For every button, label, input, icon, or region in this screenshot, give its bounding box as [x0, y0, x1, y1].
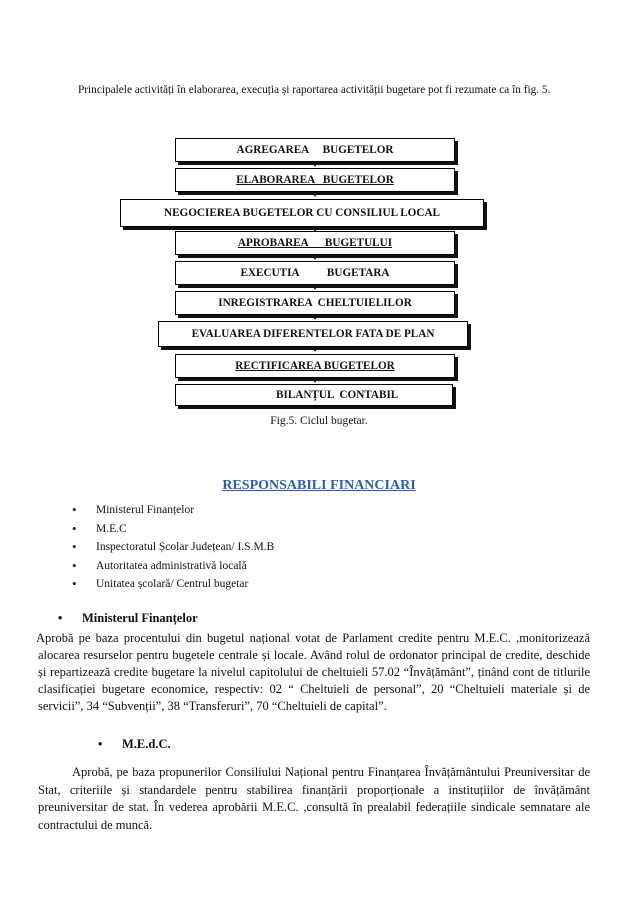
flow-box-label: EVALUAREA DIFERENTELOR FATA DE PLAN: [191, 328, 435, 340]
flow-arrow: [312, 315, 318, 320]
flow-box-label: ELABORAREA BUGETELOR: [236, 174, 394, 186]
section1-body: Aprobă pe baza procentului din bugetul național votat de Parlament credite pentru M.E.C. ,monitorizează alocarea resurselor pentru bugetele centrale și locale. Având rolul de ordonator principal de credite, deschide și repartizează credite bugetare la nivelul capitolului de cheltuieli 57.02 “Învățământ”, ținând cont de titlurile clasificației bugetare economice, respectiv: 02 “ Cheltuieli de personal”, 20 “Cheltuieli materiale și de servicii”, 34 “Subvenții”, 38 “Transferuri”, 70 “Cheltuieli de capital”.: [36, 631, 590, 713]
flow-box-aprobare: [175, 231, 455, 255]
list-item: • Ministerul Finanțelor: [70, 501, 274, 520]
flow-box-elaborare: [175, 168, 455, 192]
section2-title-text: M.E.d.C.: [122, 737, 171, 751]
intro-paragraph: [40, 80, 592, 100]
flow-arrow: [312, 192, 318, 197]
flow-box-label: INREGISTRAREA CHELTUIELILOR: [218, 297, 412, 309]
list-item: • Inspectoratul Școlar Județean/ I.S.M.B: [70, 538, 274, 557]
section2-title: • M.E.d.C.: [98, 737, 171, 751]
flow-box-negociere: [120, 199, 484, 227]
flow-box-label: EXECUTIA BUGETARA: [240, 267, 390, 279]
flow-box-label: APROBAREA BUGETULUI: [237, 237, 393, 249]
flow-arrow: [312, 347, 318, 352]
list-item: • Autoritatea administrativă locală: [70, 557, 274, 576]
list-item: • M.E.C: [70, 520, 274, 539]
flow-box-label: NEGOCIEREA BUGETELOR CU CONSILIUL LOCAL: [163, 207, 441, 219]
section1-title: • Ministerul Finanțelor: [58, 611, 198, 625]
flow-box-label: BILANȚUL CONTABIL: [276, 389, 399, 401]
flow-box-evaluare: [158, 321, 468, 347]
flow-box-label: AGREGAREA BUGETELOR: [236, 144, 394, 156]
flow-box-rectificare: [175, 354, 455, 378]
flow-box-bilant: [175, 384, 453, 406]
flow-box-executie: [175, 261, 455, 285]
flow-box-label: RECTIFICAREA BUGETELOR: [235, 360, 395, 372]
list-item: • Unitatea școlară/ Centrul bugetar: [70, 575, 274, 594]
intro-text: Principalele activități în elaborarea, execuția și raportarea activității bugetare pot fi rezumate ca în fig. 5.: [78, 84, 551, 96]
section2-body-text: Aprobă, pe baza propunerilor Consiliului Național pentru Finanțarea Învățământului Preuniversitar de Stat, criteriile și standardele pentru stabilirea finanțării proporționale a instituțiilor de învățământ preuniversitar de stat. În vederea aprobării M.E.C. ,consultă în prealabil federațiile sindicale semnatare ale contractului de muncă.: [38, 765, 590, 832]
flow-arrow: [312, 162, 318, 167]
section-heading: RESPONSABILI FINANCIARI: [222, 478, 416, 493]
flow-arrow: [312, 285, 318, 290]
flow-arrow: [312, 255, 318, 260]
figure-caption: Fig.5. Ciclul bugetar.: [270, 415, 368, 427]
flow-arrow: [312, 378, 318, 383]
flow-box-agregare: [175, 138, 455, 162]
section1-title-text: Ministerul Finanțelor: [82, 611, 198, 625]
responsables-list: [70, 501, 274, 594]
flow-box-inregistrare: [175, 291, 455, 315]
section2-body: [38, 764, 590, 834]
